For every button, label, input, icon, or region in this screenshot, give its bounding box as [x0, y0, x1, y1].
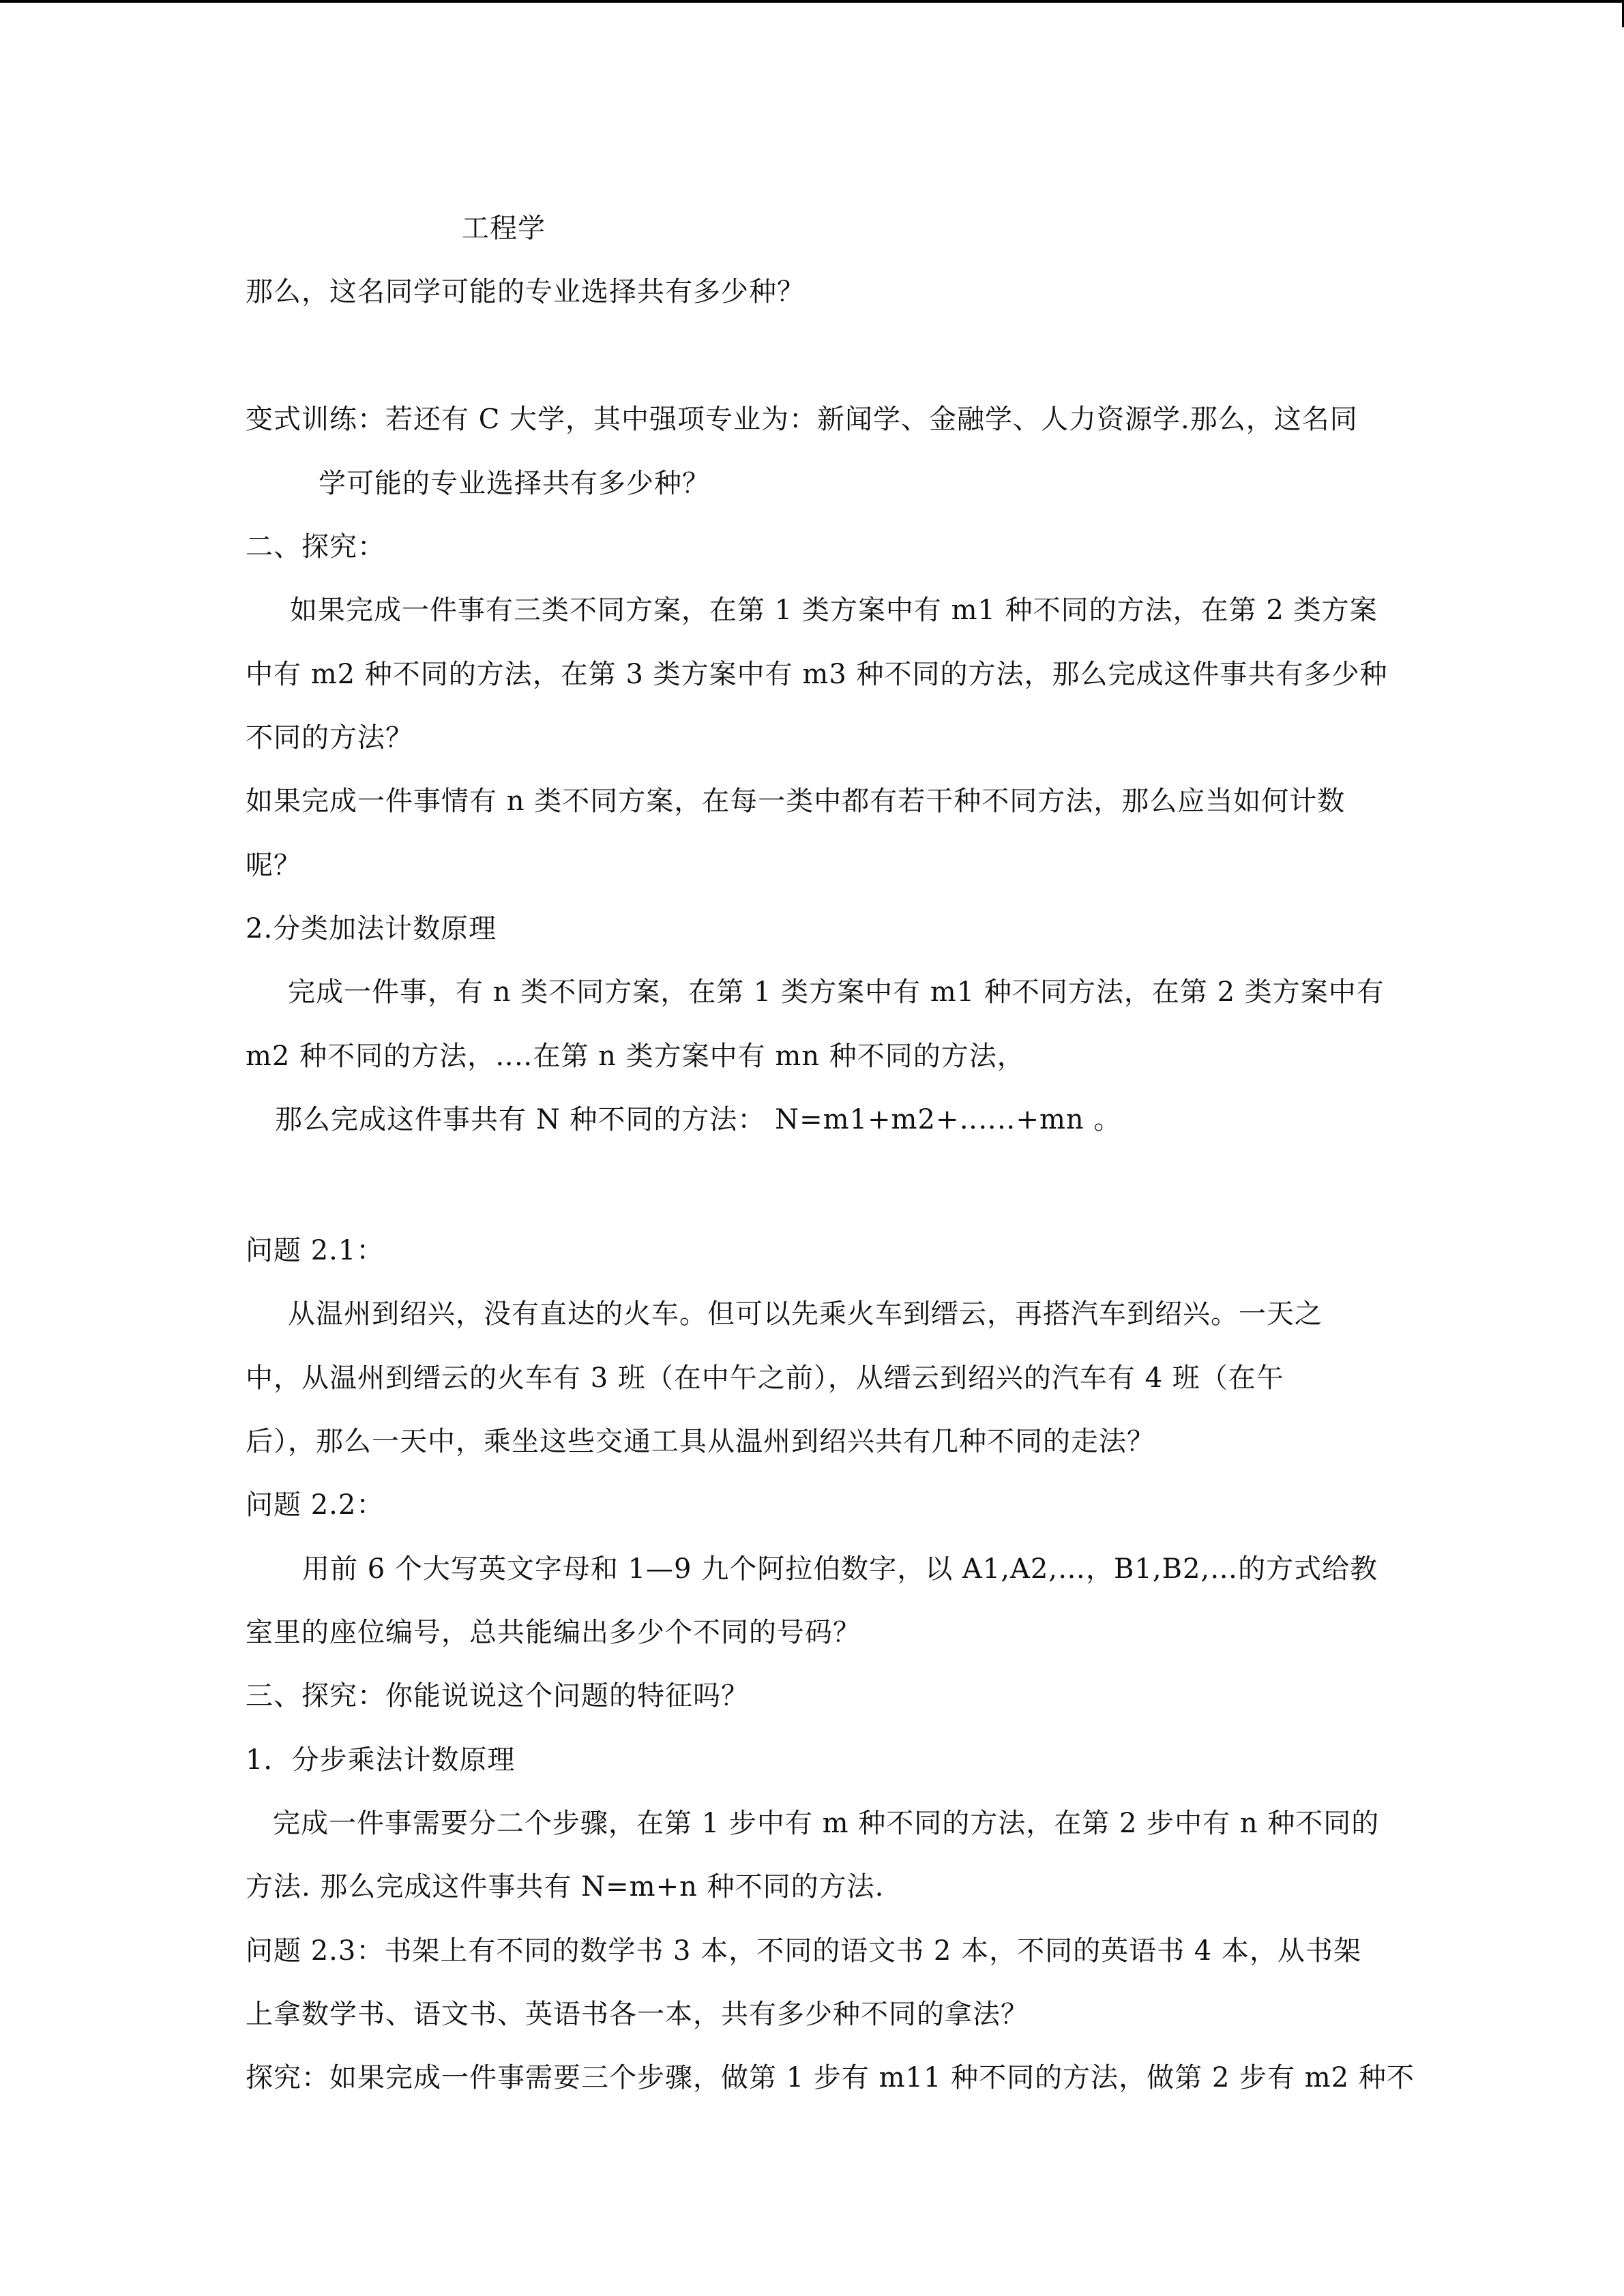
- paragraph-line: 室里的座位编号，总共能编出多少个不同的号码？: [246, 1617, 861, 1648]
- heading-engineering: 工程学: [462, 213, 546, 244]
- section-heading-explore: 二、探究：: [246, 531, 385, 563]
- formula-line: 那么完成这件事共有 N 种不同的方法： N=m1+m2+‥‥‥+mn 。: [275, 1104, 1122, 1135]
- question-line: 那么，这名同学可能的专业选择共有多少种？: [246, 276, 805, 308]
- paragraph-line: 方法. 那么完成这件事共有 N=m+n 种不同的方法.: [246, 1871, 885, 1903]
- paragraph-line: 从温州到绍兴，没有直达的火车。但可以先乘火车到缙云，再搭汽车到绍兴。一天之: [288, 1298, 1323, 1330]
- paragraph-line: 不同的方法？: [246, 722, 413, 754]
- paragraph-line: 上拿数学书、语文书、英语书各一本，共有多少种不同的拿法？: [246, 1999, 1029, 2030]
- explore-line: 探究：如果完成一件事需要三个步骤，做第 1 步有 m11 种不同的方法，做第 2 步有 m2 种不: [246, 2062, 1415, 2093]
- variant-training-line: 变式训练：若还有 C 大学，其中强项专业为：新闻学、金融学、人力资源学.那么，这名同: [246, 404, 1358, 435]
- paragraph-line: 如果完成一件事有三类不同方案，在第 1 类方案中有 m1 种不同的方法，在第 2 类方案: [290, 595, 1378, 626]
- problem-heading-2-1: 问题 2.1：: [246, 1235, 385, 1266]
- paragraph-line: 如果完成一件事情有 n 类不同方案，在每一类中都有若干种不同方法，那么应当如何计数: [246, 786, 1346, 817]
- section-heading-addition-principle: 2.分类加法计数原理: [246, 913, 497, 944]
- problem-heading-2-2: 问题 2.2：: [246, 1489, 385, 1521]
- paragraph-line: m2 种不同的方法，‥‥在第 n 类方案中有 mn 种不同的方法，: [246, 1041, 1025, 1072]
- page-top-border: [0, 0, 1624, 3]
- variant-training-line-cont: 学可能的专业选择共有多少种？: [319, 468, 710, 499]
- section-heading-multiplication-principle: 1．分步乘法计数原理: [246, 1744, 516, 1776]
- problem-2-3-line: 问题 2.3：书架上有不同的数学书 3 本，不同的语文书 2 本，不同的英语书 4 本，从书架: [246, 1935, 1361, 1967]
- paragraph-line: 中，从温州到缙云的火车有 3 班（在中午之前），从缙云到绍兴的汽车有 4 班（在午: [246, 1362, 1284, 1394]
- section-heading-explore-3: 三、探究：你能说说这个问题的特征吗？: [246, 1680, 749, 1712]
- paragraph-line: 用前 6 个大写英文字母和 1—9 九个阿拉伯数字，以 A1,A2,…，B1,B2,…的方式给教: [302, 1553, 1378, 1585]
- paragraph-line: 完成一件事需要分二个步骤，在第 1 步中有 m 种不同的方法，在第 2 步中有 n 种不同的: [273, 1808, 1380, 1839]
- paragraph-line: 中有 m2 种不同的方法，在第 3 类方案中有 m3 种不同的方法，那么完成这件事共有多少种: [246, 659, 1388, 690]
- paragraph-line: 完成一件事，有 n 类不同方案，在第 1 类方案中有 m1 种不同方法，在第 2 类方案中有: [288, 976, 1385, 1008]
- paragraph-line: 后），那么一天中，乘坐这些交通工具从温州到绍兴共有几种不同的走法？: [246, 1426, 1155, 1457]
- paragraph-line: 呢？: [246, 850, 301, 881]
